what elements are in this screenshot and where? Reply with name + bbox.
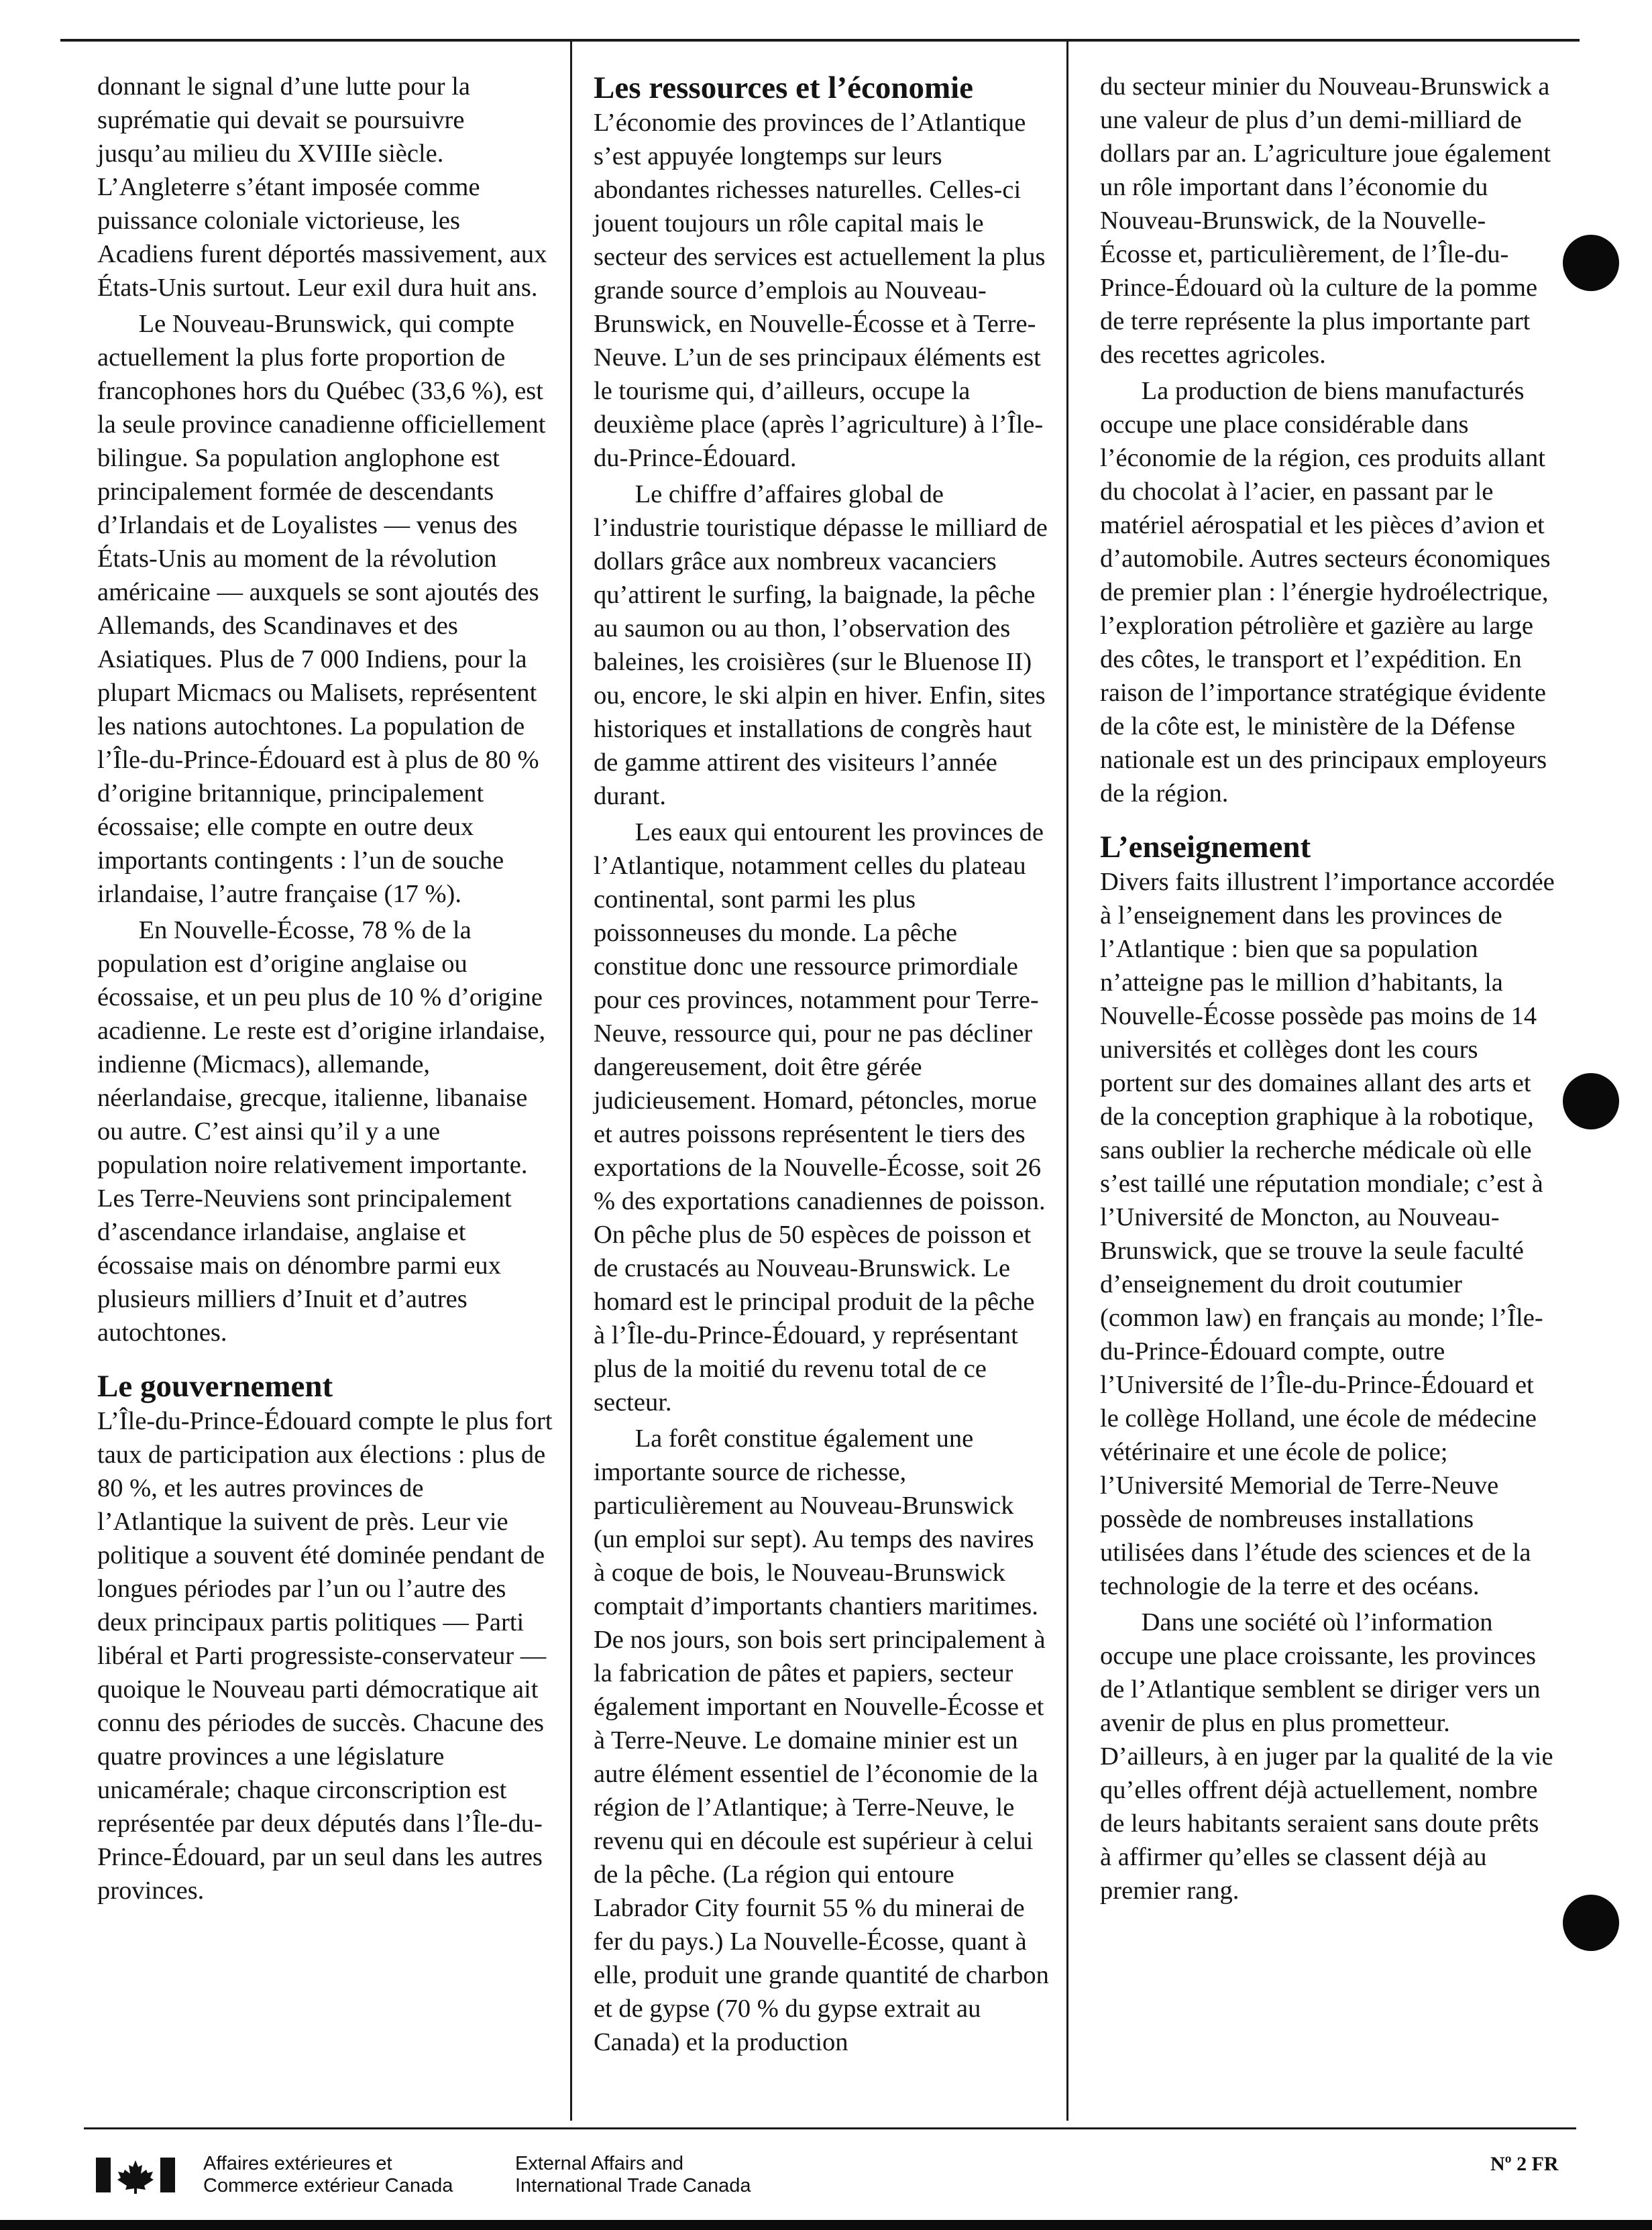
bottom-rule xyxy=(84,2127,1576,2129)
footer-text: Commerce extérieur Canada xyxy=(203,2175,453,2196)
footer-text: Affaires extérieures et xyxy=(203,2153,392,2174)
section-heading-enseignement: L’enseignement xyxy=(1100,830,1311,865)
paragraph: L’Île-du-Prince-Édouard compte le plus fort taux de participation aux élections : plus de 80 %, et les autres provinces de l’Atlantique la suivent de près. Leur vie politique a souvent été dominée pendant de longues périodes par l’un ou l’autre des deux principaux partis politiques — Parti libéral et Parti progressiste-conservateur — quoique le Nouveau parti démocratique ait connu des périodes de succès. Chacune des quatre provinces a une législature unicamérale; chaque circonscription est représentée par deux députés dans l’Île-du-Prince-Édouard, par un seul dans les autres provinces. xyxy=(97,1407,553,1905)
scan-edge xyxy=(0,2220,1652,2230)
paragraph: En Nouvelle-Écosse, 78 % de la population est d’origine anglaise ou écossaise, et un peu plus de 10 % d’origine acadienne. Le reste est d’origine irlandaise, indienne (Micmacs), allemande, néerlandaise, grecque, italienne, libanaise ou autre. C’est ainsi qu’il y a une population noire relativement importante. Les Terre-Neuviens sont principalement d’ascendance irlandaise, anglaise et écossaise mais on dénombre parmi eux plusieurs milliers d’Inuit et d’autres autochtones. xyxy=(97,916,546,1347)
paragraph: Dans une société où l’information occupe une place croissante, les provinces de l’Atlantique semblent se diriger vers un avenir de plus en plus prometteur. D’ailleurs, à en juger par la qualité de la vie qu’elles offrent déjà actuellement, nombre de leurs habitants seraient sans doute prêts à affirmer qu’elles se classent déjà au premier rang. xyxy=(1100,1608,1553,1905)
issue-number: Nº 2 FR xyxy=(1490,2153,1559,2175)
top-rule xyxy=(60,39,1580,42)
footer-text: International Trade Canada xyxy=(515,2175,751,2196)
binder-hole xyxy=(1563,1895,1619,1951)
column-divider xyxy=(1066,42,1068,2121)
paragraph: Le Nouveau-Brunswick, qui compte actuellement la plus forte proportion de francophones hors du Québec (33,6 %), est la seule province canadienne officiellement bilingue. Sa population anglophone est principalement formée de descendants d’Irlandais et de Loyalistes — venus des États-Unis au moment de la révolution américaine — auxquels se sont ajoutés des Allemands, des Scandinaves et des Asiatiques. Plus de 7 000 Indiens, pour la plupart Micmacs ou Malisets, représentent les nations autochtones. La population de l’Île-du-Prince-Édouard est à plus de 80 % d’origine britannique, principalement écossaise; elle compte en outre deux importants contingents : l’un de souche irlandaise, l’autre française (17 %). xyxy=(97,310,546,908)
column-middle xyxy=(594,70,1050,2062)
column-right xyxy=(1100,70,1556,1910)
column-left xyxy=(97,70,553,1910)
paragraph: Les eaux qui entourent les provinces de l’Atlantique, notamment celles du plateau continental, sont parmi les plus poissonneuses du monde. La pêche constitue donc une ressource primordiale pour ces provinces, notamment pour Terre-Neuve, ressource qui, pour ne pas décliner dangereusement, doit être gérée judicieusement. Homard, pétoncles, morue et autres poissons représentent le tiers des exportations de la Nouvelle-Écosse, soit 26 % des exportations canadiennes de poisson. On pêche plus de 50 espèces de poisson et de crustacés au Nouveau-Brunswick. Le homard est le principal produit de la pêche à l’Île-du-Prince-Édouard, y représentant plus de la moitié du revenu total de ce secteur. xyxy=(594,818,1046,1416)
paragraph: Le chiffre d’affaires global de l’industrie touristique dépasse le milliard de dollars grâce aux nombreux vacanciers qu’attirent le surfing, la baignade, la pêche au saumon ou au thon, l’observation des baleines, les croisières (sur le Bluenose II) ou, encore, le ski alpin en hiver. Enfin, sites historiques et installations de congrès haut de gamme attirent des visiteurs l’année durant. xyxy=(594,480,1048,810)
footer-text: External Affairs and xyxy=(515,2153,683,2174)
paragraph: L’économie des provinces de l’Atlantique s’est appuyée longtemps sur leurs abondantes richesses naturelles. Celles-ci jouent toujours un rôle capital mais le secteur des services est actuellement la plus grande source d’emplois au Nouveau-Brunswick, en Nouvelle-Écosse et à Terre-Neuve. L’un de ses principaux éléments est le tourisme qui, d’ailleurs, occupe la deuxième place (après l’agriculture) à l’Île-du-Prince-Édouard. xyxy=(594,109,1046,472)
paragraph: donnant le signal d’une lutte pour la suprématie qui devait se poursuivre jusqu’au milieu du XVIIIe siècle. L’Angleterre s’étant imposée comme puissance coloniale victorieuse, les Acadiens furent déportés massivement, aux États-Unis surtout. Leur exil dura huit ans. xyxy=(97,72,547,302)
footer-french xyxy=(203,2153,453,2197)
binder-hole xyxy=(1563,1073,1619,1129)
column-divider xyxy=(570,42,572,2121)
section-heading-gouvernement: Le gouvernement xyxy=(97,1369,333,1404)
footer-english xyxy=(515,2153,751,2197)
paragraph: La production de biens manufacturés occupe une place considérable dans l’économie de la région, ces produits allant du chocolat à l’acier, en passant par le matériel aérospatial et les pièces d’avion et d’automobile. Autres secteurs économiques de premier plan : l’énergie hydroélectrique, l’exploration pétrolière et gazière au large des côtes, le transport et l’expédition. En raison de l’importance stratégique évidente de la côte est, le ministère de la Défense nationale est un des principaux employeurs de la région. xyxy=(1100,377,1551,807)
canada-flag-icon xyxy=(96,2156,175,2194)
paragraph: La forêt constitue également une importante source de richesse, particulièrement au Nouveau-Brunswick (un emploi sur sept). Au temps des navires à coque de bois, le Nouveau-Brunswick comptait d’importants chantiers maritimes. De nos jours, son bois sert principalement à la fabrication de pâtes et papiers, secteur également important en Nouvelle-Écosse et à Terre-Neuve. Le domaine minier est un autre élément essentiel de l’économie de la région de l’Atlantique; à Terre-Neuve, le revenu qui en découle est supérieur à celui de la pêche. (La région qui entoure Labrador City fournit 55 % du minerai de fer du pays.) La Nouvelle-Écosse, quant à elle, produit une grande quantité de charbon et de gypse (70 % du gypse extrait au Canada) et la production xyxy=(594,1425,1049,2056)
paragraph: Divers faits illustrent l’importance accordée à l’enseignement dans les provinces de l’Atlantique : bien que sa population n’atteigne pas le million d’habitants, la Nouvelle-Écosse possède pas moins de 14 universités et collèges dont les cours portent sur des domaines allant des arts et de la conception graphique à la robotique, sans oublier la recherche médicale où elle s’est taillé une réputation mondiale; c’est à l’Université de Moncton, au Nouveau-Brunswick, que se trouve la seule faculté d’enseignement du droit coutumier (common law) en français au monde; l’Île-du-Prince-Édouard compte, outre l’Université de l’Île-du-Prince-Édouard et le collège Holland, une école de médecine vétérinaire et une école de police; l’Université Memorial de Terre-Neuve possède de nombreuses installations utilisées dans l’étude des sciences et de la technologie de la terre et des océans. xyxy=(1100,868,1555,1600)
paragraph: du secteur minier du Nouveau-Brunswick a une valeur de plus d’un demi-milliard de dollars par an. L’agriculture joue également un rôle important dans l’économie du Nouveau-Brunswick, de la Nouvelle-Écosse et, particulièrement, de l’Île-du-Prince-Édouard où la culture de la pomme de terre représente la plus importante part des recettes agricoles. xyxy=(1100,72,1551,369)
section-heading-ressources: Les ressources et l’économie xyxy=(594,70,974,105)
binder-hole xyxy=(1563,235,1619,291)
